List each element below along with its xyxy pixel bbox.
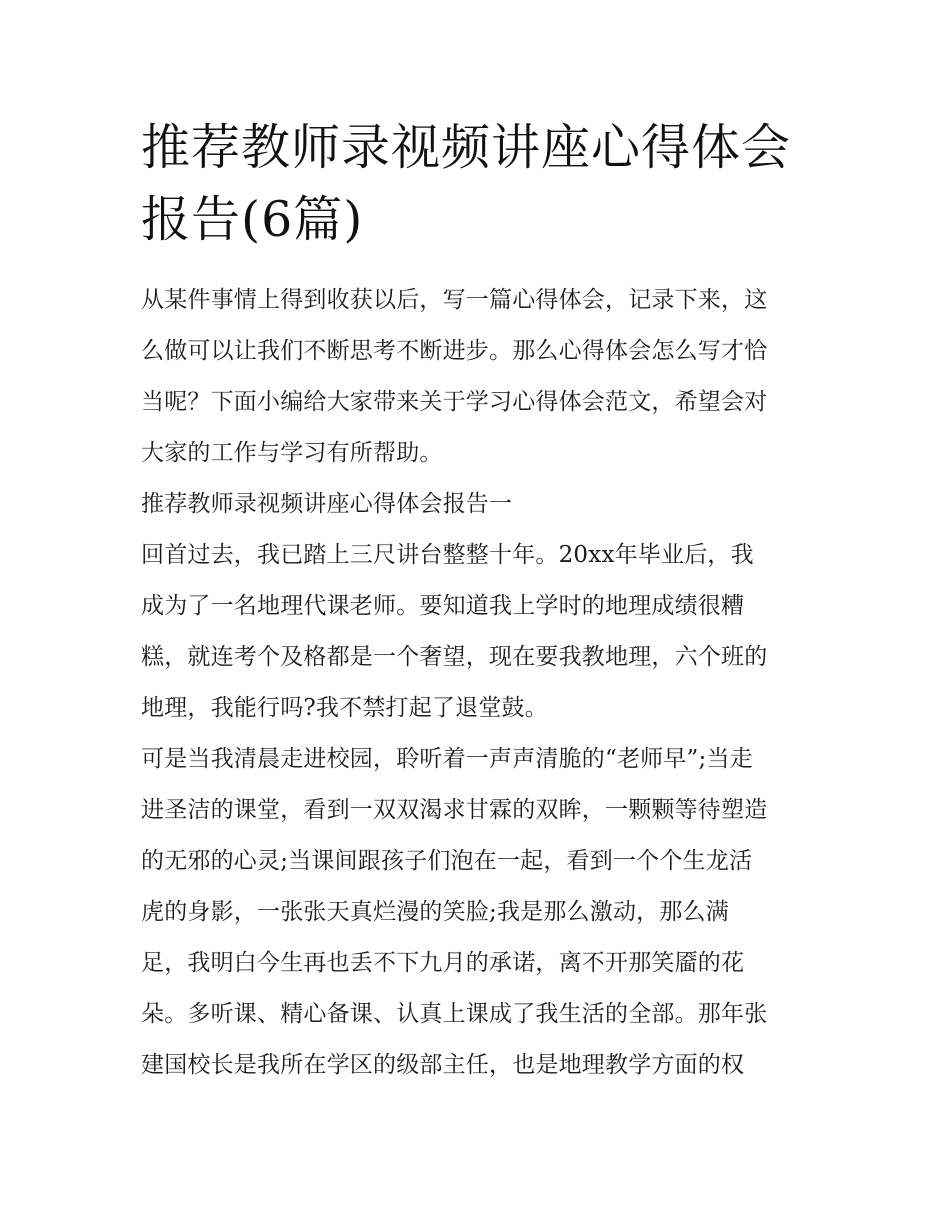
body-paragraph: [141, 734, 831, 1091]
title-line: 报告(6篇): [141, 191, 364, 248]
title-line: 推荐教师录视频讲座心得体会: [141, 119, 792, 176]
text-line: 进圣洁的课堂，看到一双双渴求甘霖的双眸，一颗颗等待塑造: [141, 797, 768, 823]
text-line: 当呢？下面小编给大家带来关于学习心得体会范文，希望会对: [141, 389, 768, 415]
text-line: 推荐教师录视频讲座心得体会报告一: [141, 491, 513, 517]
intro-paragraph: [141, 275, 831, 479]
text-line: 么做可以让我们不断思考不断进步。那么心得体会怎么写才恰: [141, 338, 768, 364]
section-heading: [141, 479, 831, 530]
text-line: 的无邪的心灵;当课间跟孩子们泡在一起，看到一个个生龙活: [141, 848, 753, 874]
document-body: [141, 275, 831, 1091]
document-title: [141, 112, 821, 256]
text-line: 成为了一名地理代课老师。要知道我上学时的地理成绩很糟: [141, 593, 745, 619]
text-line: 建国校长是我所在学区的级部主任，也是地理教学方面的权: [141, 1052, 745, 1078]
text-line: 朵。多听课、精心备课、认真上课成了我生活的全部。那年张: [141, 1001, 768, 1027]
text-line: 足，我明白今生再也丢不下九月的承诺，离不开那笑靥的花: [141, 950, 745, 976]
text-line: 回首过去，我已踏上三尺讲台整整十年。20xx年毕业后，我: [141, 542, 754, 568]
body-paragraph: [141, 530, 831, 734]
text-line: 糕，就连考个及格都是一个奢望，现在要我教地理，六个班的: [141, 644, 768, 670]
text-line: 虎的身影，一张张天真烂漫的笑脸;我是那么激动，那么满: [141, 899, 729, 925]
text-line: 大家的工作与学习有所帮助。: [141, 440, 443, 466]
text-line: 地理，我能行吗?我不禁打起了退堂鼓。: [141, 695, 548, 721]
text-line: 可是当我清晨走进校园，聆听着一声声清脆的“老师早”;当走: [141, 746, 753, 772]
text-line: 从某件事情上得到收获以后，写一篇心得体会，记录下来，这: [141, 287, 768, 313]
